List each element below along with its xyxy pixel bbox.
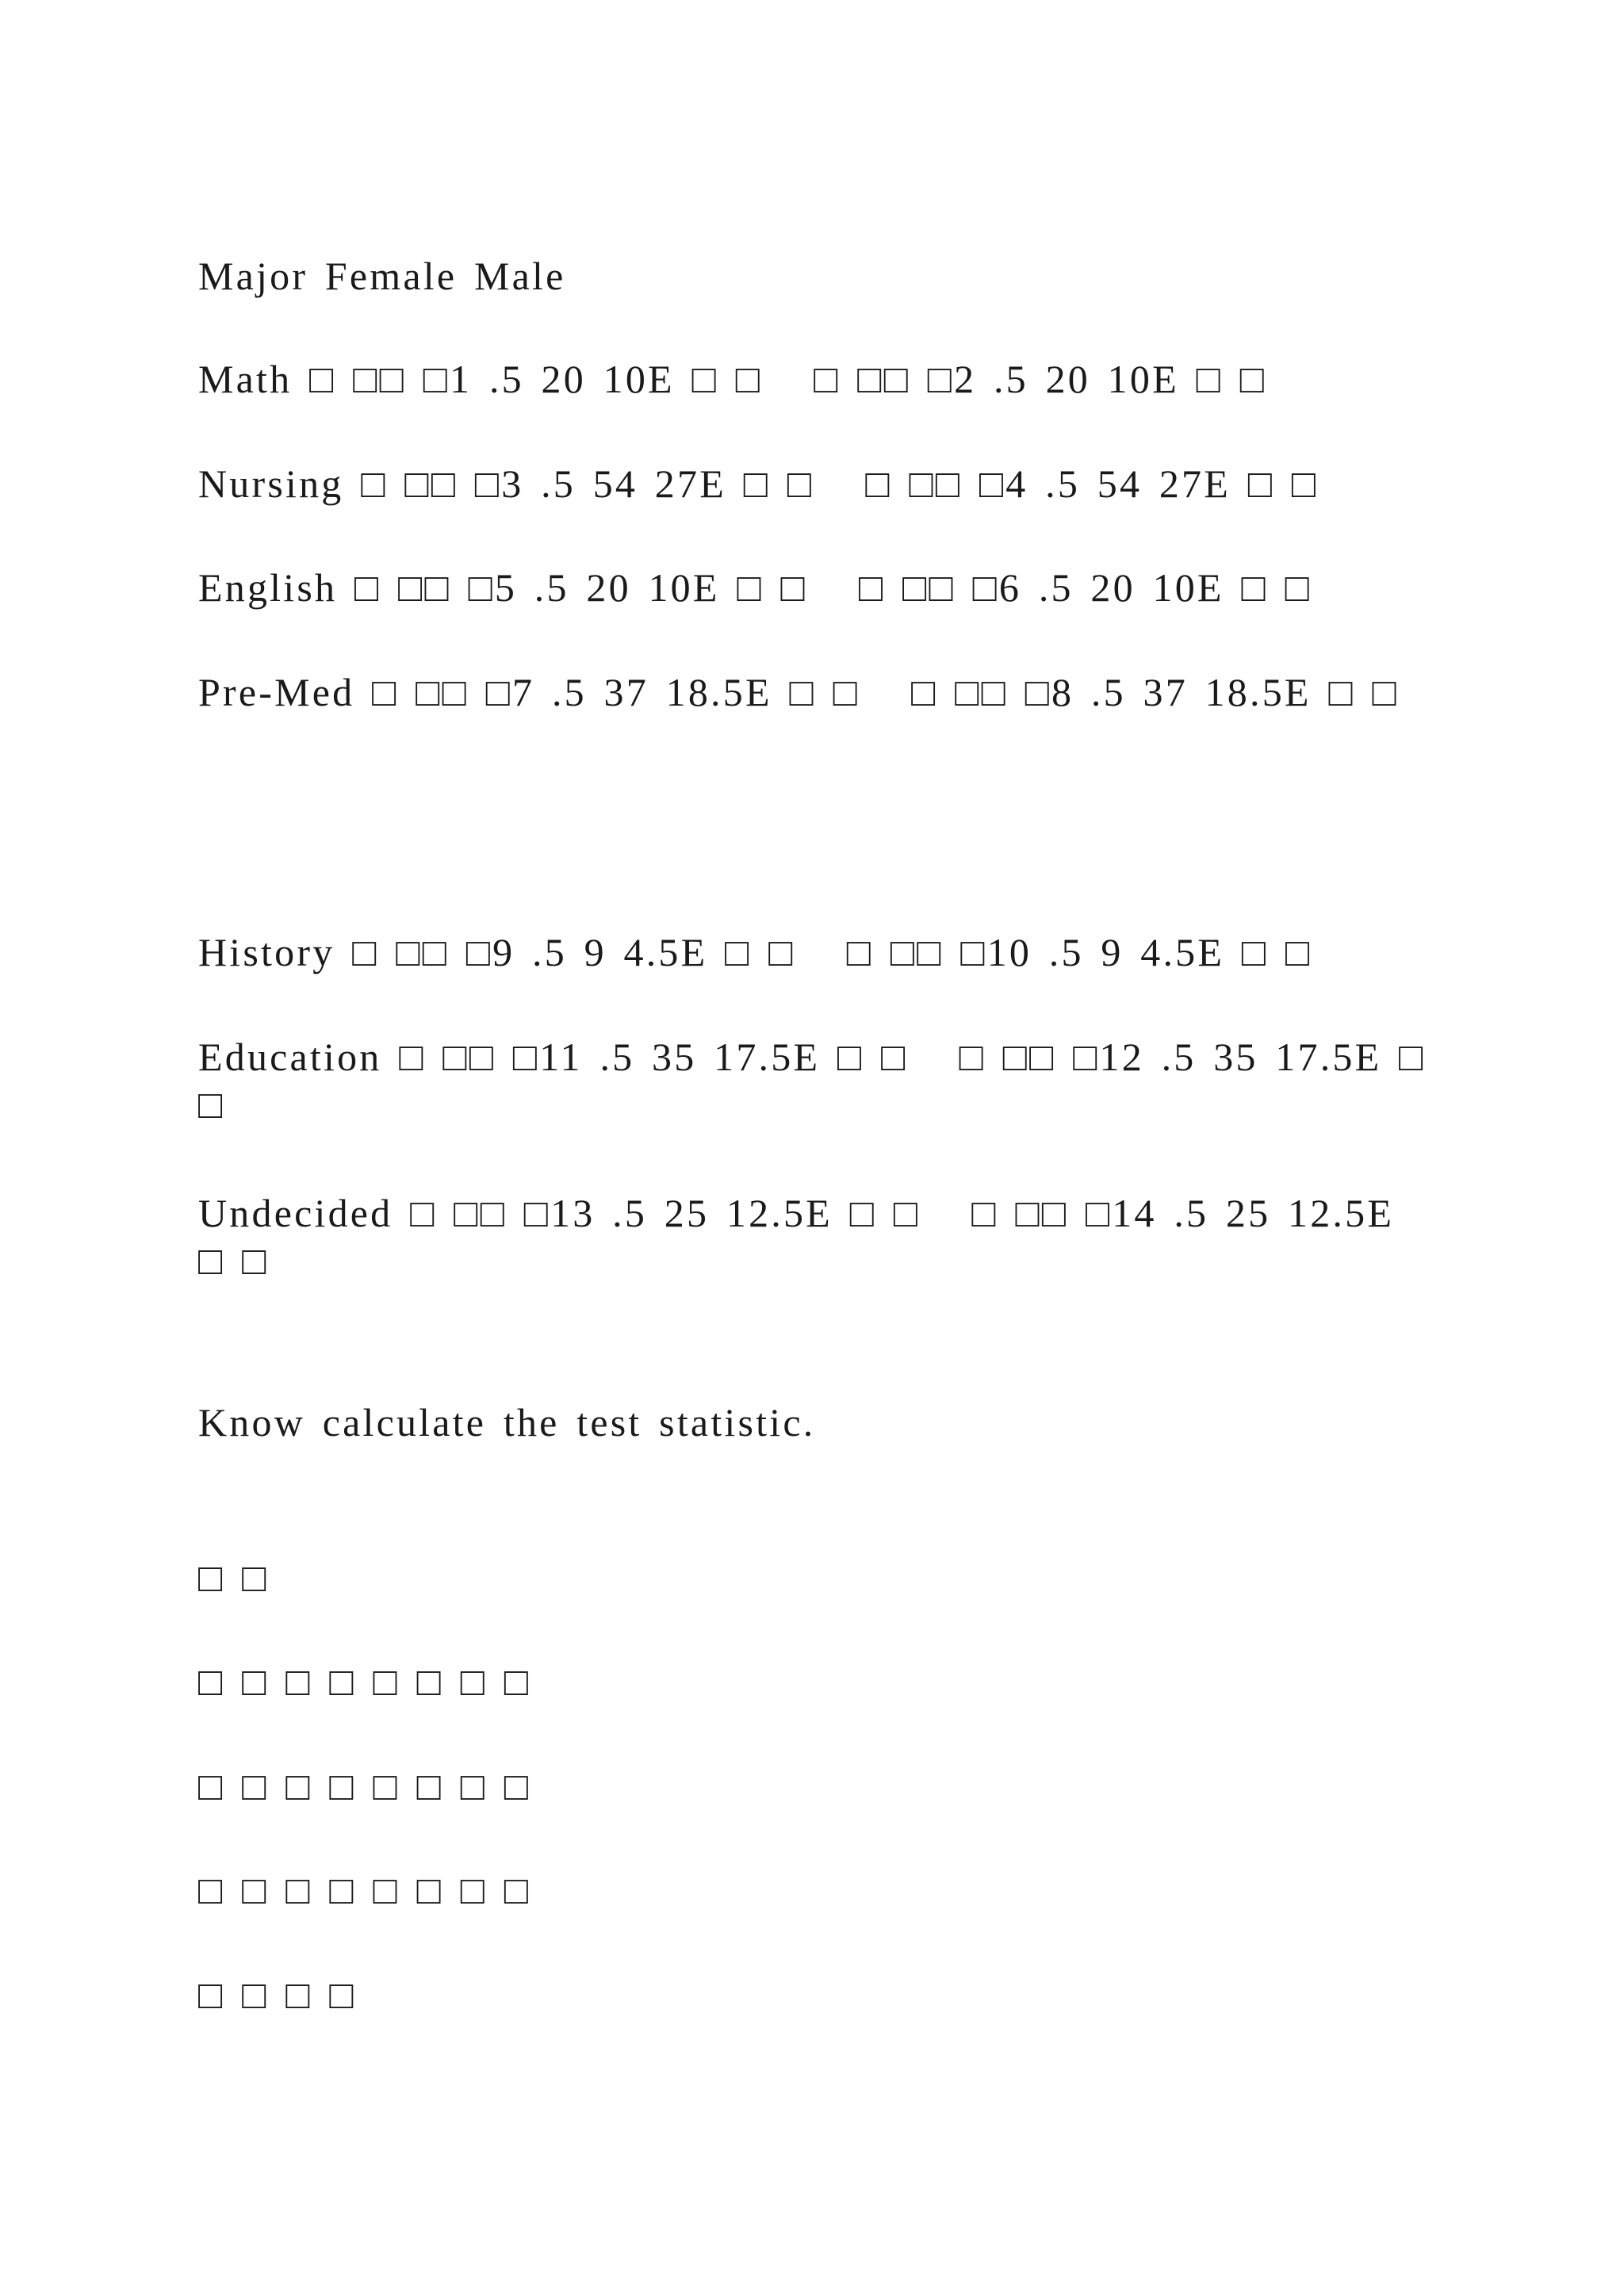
table-row-nursing: Nursing □ □□ □3 .5 54 27E □ □ □ □□ □4 .5 54 27E □ □: [198, 461, 1319, 506]
glyph-line: □ □ □ □ □ □ □ □: [198, 1764, 531, 1808]
instruction-text: Know calculate the test statistic.: [198, 1400, 816, 1445]
table-row-education: Education □ □□ □11 .5 35 17.5E □ □ □ □□ □12 .5 35 17.5E □ □: [198, 1035, 1426, 1127]
table-row-history: History □ □□ □9 .5 9 4.5E □ □ □ □□ □10 .5 9 4.5E □ □: [198, 930, 1312, 974]
table-row-undecided: Undecided □ □□ □13 .5 25 12.5E □ □ □ □□ □14 .5 25 12.5E □ □: [198, 1191, 1395, 1283]
table-row-english: English □ □□ □5 .5 20 10E □ □ □ □□ □6 .5 20 10E □ □: [198, 565, 1312, 610]
glyph-line: □ □ □ □ □ □ □ □: [198, 1659, 531, 1704]
glyph-line: □ □: [198, 1556, 269, 1600]
table-header: Major Female Male: [198, 254, 566, 298]
glyph-line: □ □ □ □ □ □ □ □: [198, 1868, 531, 1912]
table-row-math: Math □ □□ □1 .5 20 10E □ □ □ □□ □2 .5 20 10E □ □: [198, 357, 1267, 401]
table-row-pre-med: Pre-Med □ □□ □7 .5 37 18.5E □ □ □ □□ □8 .5 37 18.5E □ □: [198, 670, 1399, 714]
glyph-line: □ □ □ □: [198, 1973, 356, 2017]
